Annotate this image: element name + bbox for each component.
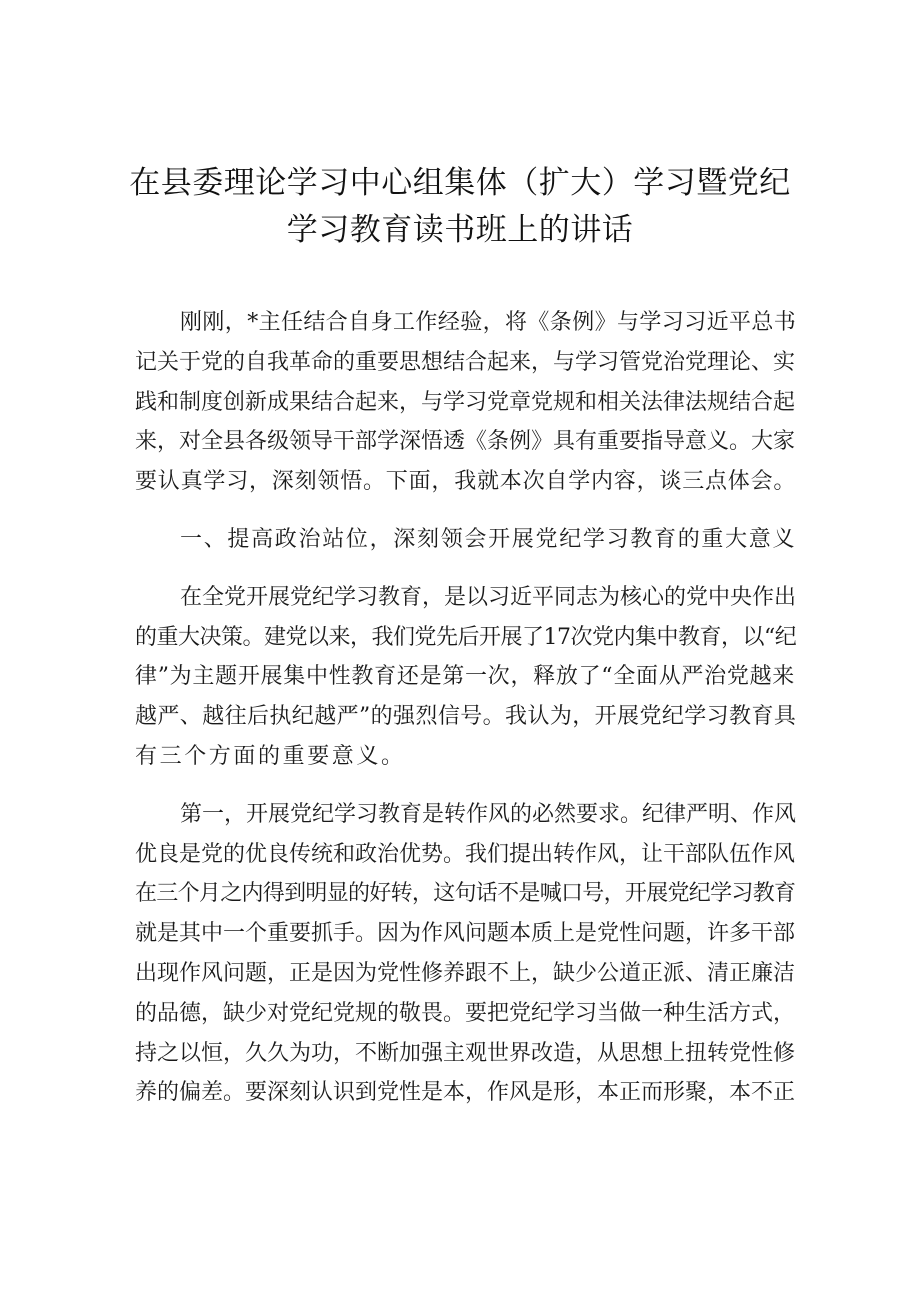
text-line: 越严、越往后执纪越严”的强烈信号。我认为，开展党纪学习教育具 (135, 704, 797, 730)
text-line: 出现作风问题，正是因为党性修养跟不上，缺少公道正派、清正廉洁 (135, 960, 796, 986)
text-line: 的品德，缺少对党纪党规的敬畏。要把党纪学习当做一种生活方式， (135, 1000, 796, 1026)
text-line: 在三个月之内得到明显的好转，这句话不是喊口号，开展党纪学习教育 (135, 881, 796, 907)
text-line: 来，对全县各级领导干部学深悟透《条例》具有重要指导意义。大家 (135, 429, 796, 455)
text-line: 养的偏差。要深刻认识到党性是本，作风是形，本正而形聚，本不正 (135, 1080, 796, 1106)
text-line: 的重大决策。建党以来，我们党先后开展了17次党内集中教育，以“纪 (135, 624, 797, 650)
text-line: 在全党开展党纪学习教育，是以习近平同志为核心的党中央作出 (180, 584, 797, 610)
text-line: 记关于党的自我革命的重要思想结合起来，与学习管党治党理论、实 (135, 349, 796, 375)
text-line: 要认真学习，深刻领悟。下面，我就本次自学内容，谈三点体会。 (135, 469, 797, 495)
text-line: 优良是党的优良传统和政治优势。我们提出转作风，让干部队伍作风 (135, 841, 796, 867)
title-line-2: 学习教育读书班上的讲话 (286, 212, 634, 248)
text-line: 刚刚，*主任结合自身工作经验，将《条例》与学习习近平总书 (180, 310, 797, 335)
title-line-1: 在县委理论学习中心组集体（扩大）学习暨党纪 (129, 165, 791, 201)
text-line: 第一，开展党纪学习教育是转作风的必然要求。纪律严明、作风 (180, 801, 797, 827)
document-body (135, 303, 795, 1113)
text-line: 有三个方面的重要意义。 (135, 743, 406, 769)
paragraph-first-point (135, 795, 795, 1113)
section-heading-1: 一、提高政治站位，深刻领会开展党纪学习教育的重大意义 (180, 526, 797, 552)
text-line: 就是其中一个重要抓手。因为作风问题本质上是党性问题，许多干部 (135, 921, 796, 947)
paragraph-significance (135, 578, 795, 777)
text-line: 律”为主题开展集中性教育还是第一次，释放了“全面从严治党越来 (135, 664, 795, 690)
paragraph-opening (135, 303, 795, 502)
text-line: 持之以恒，久久为功，不断加强主观世界改造，从思想上扭转党性修 (135, 1040, 796, 1066)
text-line: 践和制度创新成果结合起来，与学习党章党规和相关法律法规结合起 (135, 389, 796, 415)
document-title (100, 160, 820, 254)
